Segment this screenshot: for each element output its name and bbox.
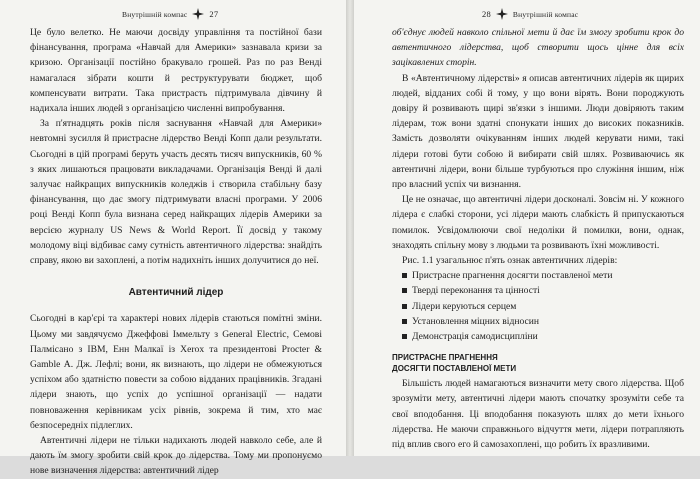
right-page-number: 28 xyxy=(482,9,491,19)
left-header-title: Внутрішній компас xyxy=(122,9,188,19)
right-running-header xyxy=(482,8,578,20)
list-intro: Рис. 1.1 узагальнює п'ять ознак автентичних лідерів: xyxy=(402,255,618,267)
left-page xyxy=(0,0,346,477)
list-item: Тверді переконання та цінності xyxy=(392,283,684,298)
traits-list xyxy=(392,268,684,344)
list-item: Установлення міцних відносин xyxy=(392,314,684,329)
section-heading: Автентичний лідер xyxy=(128,287,224,299)
left-text-column xyxy=(30,25,322,479)
paragraph: Сьогодні в кар'єрі та характері нових лідерів стаються помітні зміни. Цьому ми завдячуємо Джеффові Іммельту з General Electric, Семові Палмісано з IBM, Енн Малкаї із Xerox та президентові Procter & Gamble А. Дж. Лефлі; вони, як визнають, що лідери не обмежуються успіхом або здатністю повести за собою відданих працівників. Згадані лідери знають, що успіх до успішної організації — надати повноваження керівникам усіх рівнів, зокрема й тим, хто має безпосередніх підлеглих. xyxy=(30,313,322,431)
list-item: Пристрасне прагнення досягти поставленої мети xyxy=(392,268,684,283)
list-item: Лідери керуються серцем xyxy=(392,299,684,314)
paragraph: За п'ятнадцять років після заснування «Навчай для Америки» невтомні зусилля й пристрасне лідерство Венді Копп дали результати. Сьогодні в цій програмі беруть участь десять тисяч випускників, 60 % з яких лишаються працювати викладачами. Організація Венді й далі залучає найкращих випускників коледжів і створила стабільну базу фінансування, що дає змогу підтримувати власні програми. У 2006 році Венді Копп була визнана серед найкращих лідерів Америки за версією журналу US News & World Report. Її досвід у такому молодому віці відбиває саму сутність автентичного лідерства: знайдіть справу, якою ви захоплені, а потім надихніть інших долучитися до неї. xyxy=(30,118,322,267)
compass-star-icon xyxy=(496,8,508,20)
left-running-header xyxy=(122,8,218,20)
paragraph: Це було велетко. Не маючи досвіду управління та постійної бази фінансування, програма «Навчай для Америки» зазнавала кризи за кризою. Організації постійно бракувало грошей. Раз по раз Венді намагалася зібрати кошти й реструктурувати бюджет, щоб компенсувати витрати. Така пристрасть підтримувала дівчину й надихала інших людей з організацією численні випробування. xyxy=(30,27,322,115)
paragraph: Це не означає, що автентичні лідери досконалі. Зовсім ні. У кожного лідера є слабкі сторони, усі лідери мають слабкість й припускаються помилок. Усвідомлюючи свої недоліки й помилки, вони, однак, знаходять спільну мову з людьми та розвивають їхні можливості. xyxy=(392,194,684,251)
paragraph: Більшість людей намагаються визначити мету свого лідерства. Щоб зрозуміти мету, автентичні лідери мають спочатку зрозуміти себе та свої вподобання. Ці вподобання показують шлях до мети їхнього лідерства. Не маючи справжнього відчуття мети, лідери потрапляють під вплив свого его й самозахоплені, що робить їх вразливими. xyxy=(392,378,684,451)
right-page xyxy=(354,0,700,456)
section-heading-line-1: ПРИСТРАСНЕ ПРАГНЕННЯ xyxy=(392,353,498,363)
list-item: Демонстрація самодисципліни xyxy=(392,329,684,344)
book-gutter xyxy=(346,0,354,456)
section-heading-line-2: ДОСЯГТИ ПОСТАВЛЕНОЇ МЕТИ xyxy=(392,364,517,374)
right-text-column xyxy=(392,25,684,452)
left-page-number: 27 xyxy=(209,9,219,19)
italic-definition: об'єднує людей навколо спільної мети й дає їм змогу зробити крок до автентичного лідерства, щоб створити щось цінне для всіх зацікавлених сторін. xyxy=(392,27,684,69)
section-heading xyxy=(392,352,684,374)
compass-star-icon xyxy=(192,8,204,20)
paragraph: Автентичні лідери не тільки надихають людей навколо себе, але й дають їм змогу зробити свій крок до лідерства. Тому ми пропонуємо нове визначення лідерства: автентичний лідер xyxy=(30,435,322,477)
right-header-title: Внутрішній компас xyxy=(512,9,579,19)
paragraph: В «Автентичному лідерстві» я описав автентичних лідерів як щирих людей, відданих собі й тому, у що вони вірять. Вони породжують довіру й розвивають щирі зв'язки з іншими. Люди довіряють таким лідерам, тож вони здатні спонукати інших до високих показників. Замість дозволяти очікуванням інших людей керувати ними, такі лідери готові бути собою й вибирати свій шлях. Розвиваючись як автентичні лідери, вони більше турбуються про служіння іншим, ніж про власний успіх чи визнання. xyxy=(392,72,684,191)
